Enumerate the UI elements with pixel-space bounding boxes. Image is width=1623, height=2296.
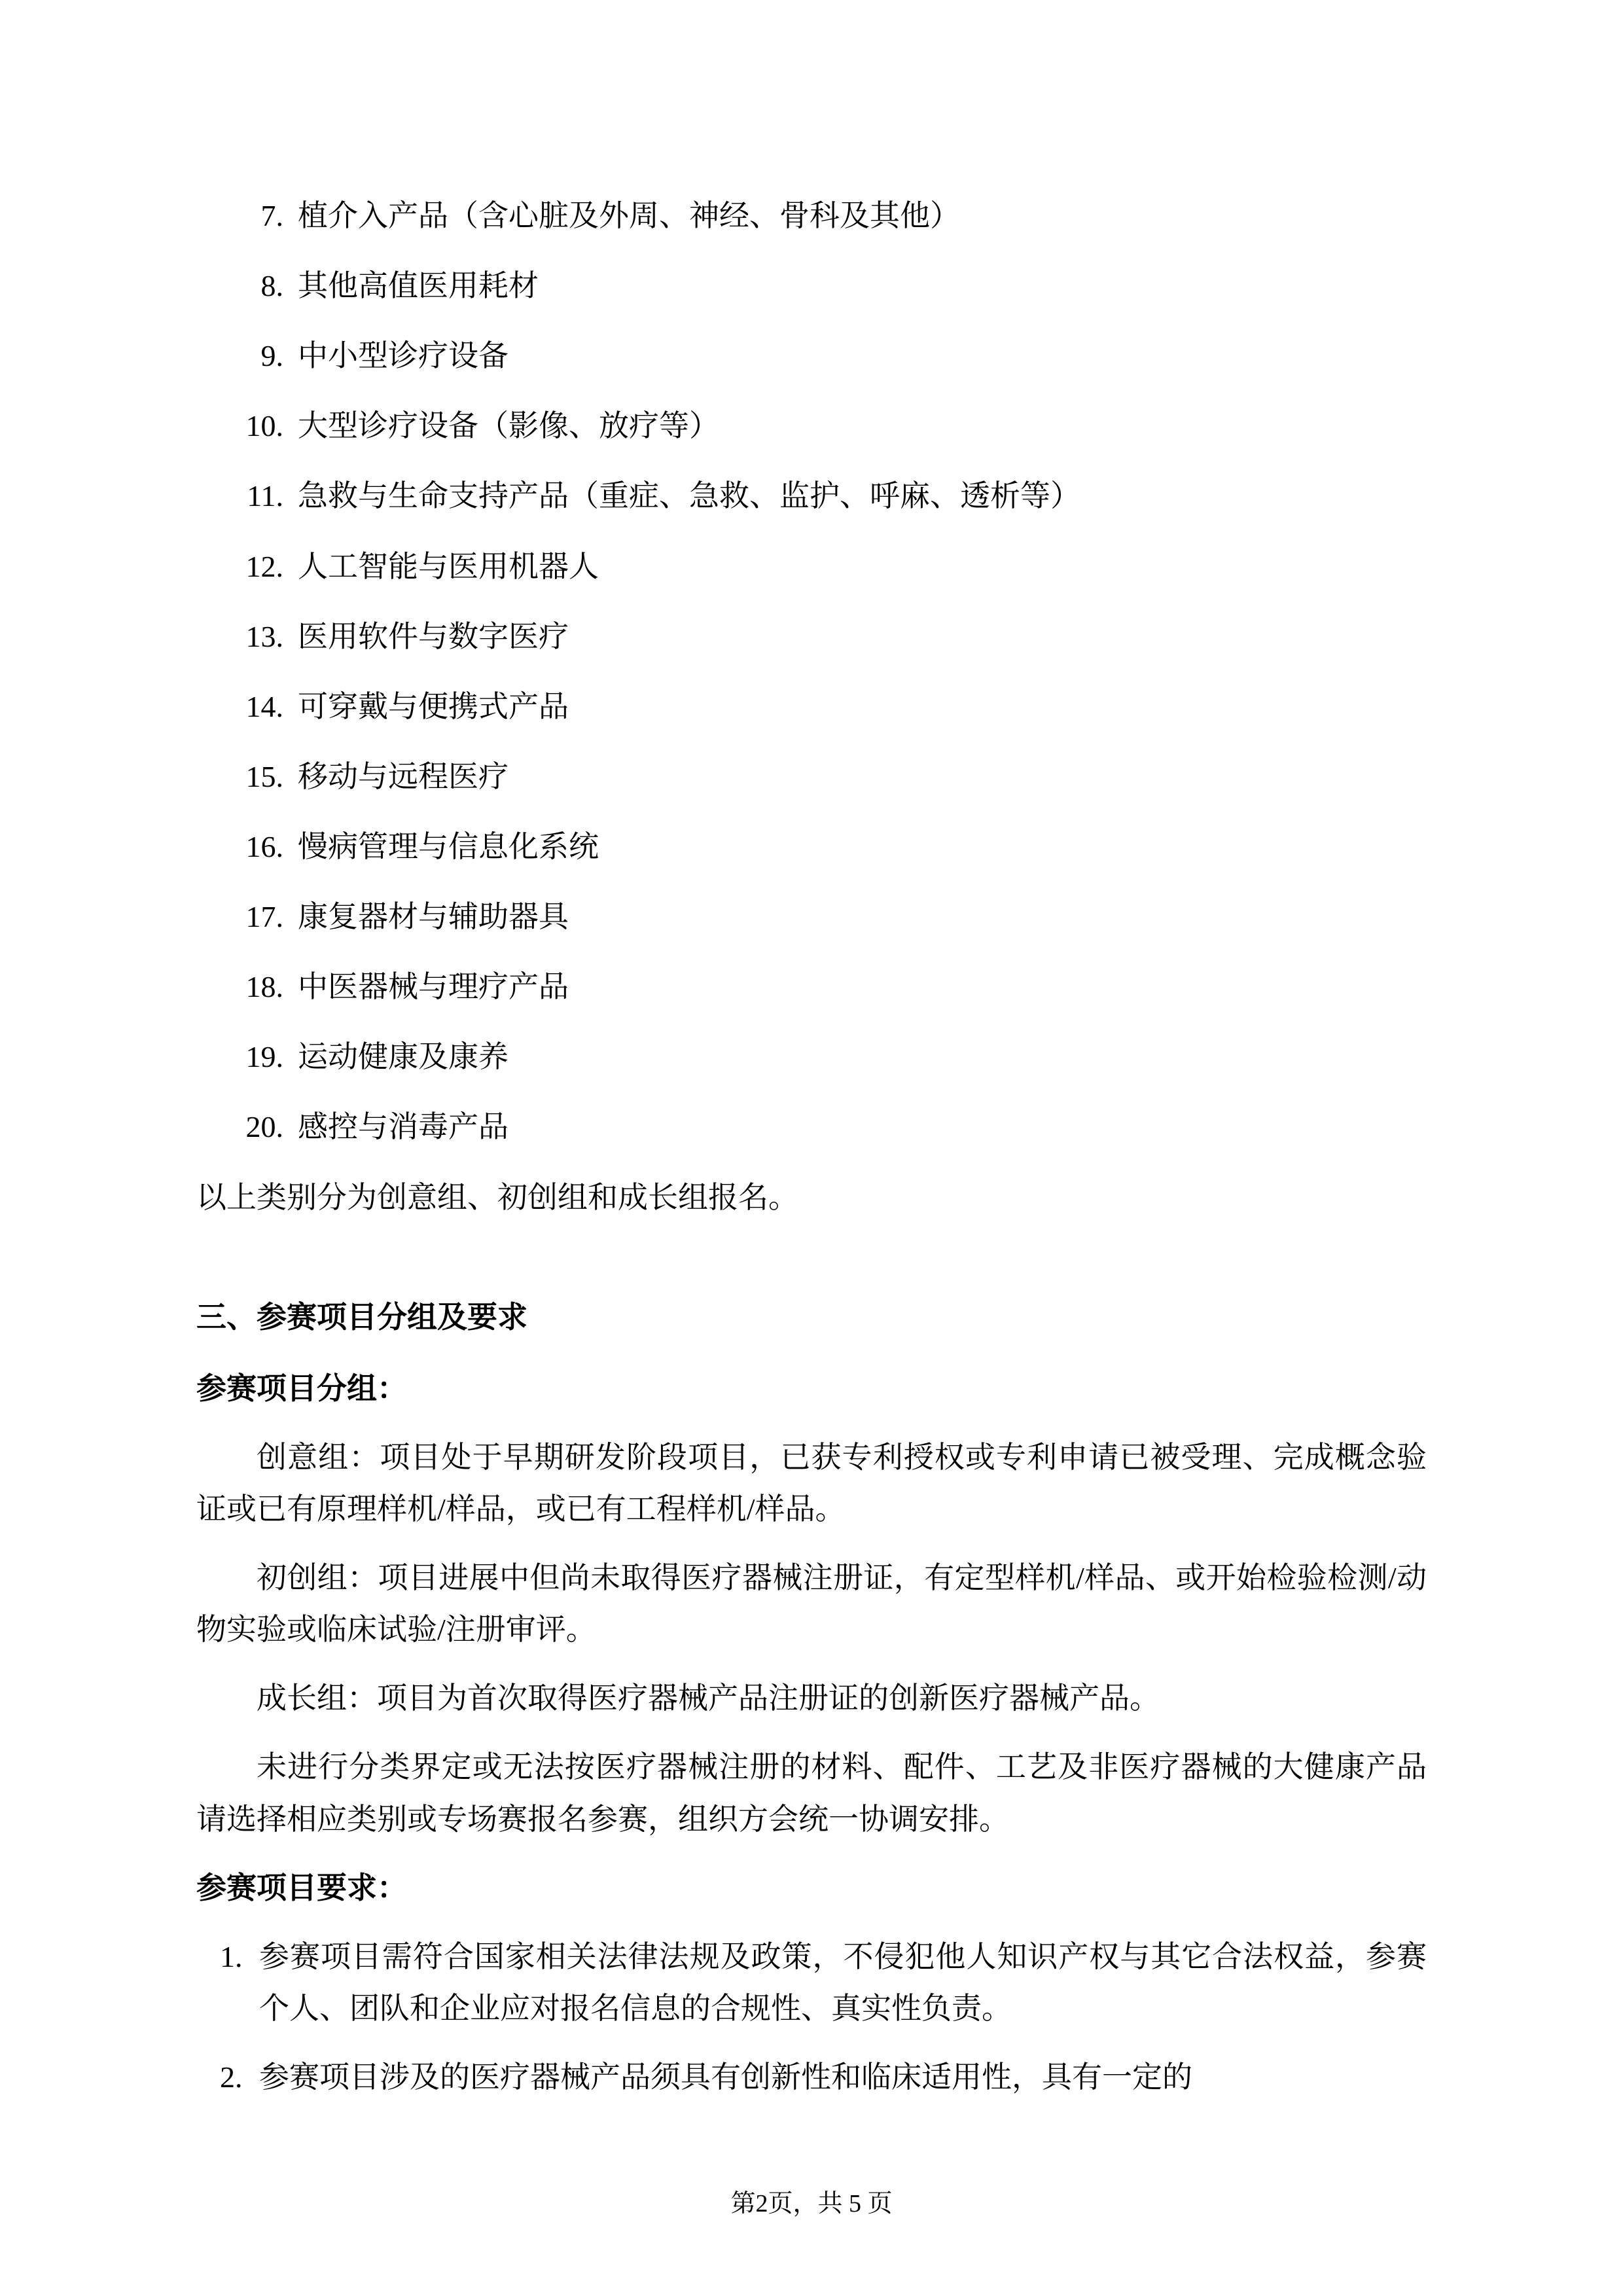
list-item-label: 运动健康及康养 [298, 1040, 508, 1074]
list-item-number: 15. [245, 759, 283, 793]
section-title: 三、参赛项目分组及要求 [196, 1300, 527, 1334]
list-item-number: 8. [260, 269, 283, 303]
list-item-number: 12. [245, 549, 283, 583]
list-item-label: 急救与生命支持产品（重症、急救、监护、呼麻、透析等） [298, 479, 1080, 513]
list-summary: 以上类别分为创意组、初创组和成长组报名。 [196, 1180, 798, 1214]
list-item-label: 慢病管理与信息化系统 [298, 829, 599, 863]
list-item-number: 11. [247, 479, 283, 513]
requirement-item [196, 2051, 1427, 2103]
list-item-label: 可穿戴与便携式产品 [298, 689, 569, 723]
list-item-number: 9. [260, 339, 283, 373]
list-item-number: 19. [245, 1040, 283, 1074]
list-item [196, 681, 1427, 732]
list-item-label: 大型诊疗设备（影像、放疗等） [298, 409, 719, 443]
group-paragraph-other: 未进行分类界定或无法按医疗器械注册的材料、配件、工艺及非医疗器械的大健康产品请选择相应类别或专场赛报名参赛，组织方会统一协调安排。 [196, 1750, 1427, 1836]
group-heading: 参赛项目分组： [196, 1371, 407, 1405]
list-item [196, 1101, 1427, 1153]
list-item-number: 16. [245, 829, 283, 863]
list-item-number: 10. [245, 409, 283, 443]
list-item-label: 感控与消毒产品 [298, 1110, 508, 1144]
list-item [196, 470, 1427, 522]
list-item-label: 中小型诊疗设备 [298, 339, 508, 373]
requirement-number: 1. [220, 1939, 243, 1973]
requirement-text: 参赛项目涉及的医疗器械产品须具有创新性和临床适用性，具有一定的 [259, 2060, 1192, 2094]
requirement-number: 2. [220, 2060, 243, 2094]
list-item [196, 961, 1427, 1013]
requirement-heading: 参赛项目要求： [196, 1871, 407, 1905]
list-item [196, 190, 1427, 242]
list-item-number: 17. [245, 900, 283, 934]
list-item-label: 医用软件与数字医疗 [298, 619, 569, 653]
list-item-label: 中医器械与理疗产品 [298, 970, 569, 1004]
list-item-label: 其他高值医用耗材 [298, 269, 539, 303]
list-item [196, 891, 1427, 942]
document-body [196, 190, 1427, 2103]
requirement-text: 参赛项目需符合国家相关法律法规及政策，不侵犯他人知识产权与其它合法权益，参赛个人、团队和企业应对报名信息的合规性、真实性负责。 [259, 1939, 1427, 2025]
list-item [196, 400, 1427, 452]
list-item-number: 13. [245, 619, 283, 653]
group-paragraph-creative: 创意组：项目处于早期研发阶段项目，已获专利授权或专利申请已被受理、完成概念验证或已有原理样机/样品，或已有工程样机/样品。 [196, 1440, 1427, 1526]
list-item [196, 541, 1427, 592]
list-item-number: 14. [245, 689, 283, 723]
list-item [196, 330, 1427, 382]
list-item [196, 611, 1427, 662]
list-item-label: 移动与远程医疗 [298, 759, 508, 793]
page-footer: 第2页，共 5 页 [730, 2190, 893, 2217]
group-paragraph-startup: 初创组：项目进展中但尚未取得医疗器械注册证，有定型样机/样品、或开始检验检测/动物实验或临床试验/注册审评。 [196, 1561, 1427, 1647]
section-spacer [196, 1240, 1427, 1291]
list-item [196, 751, 1427, 802]
list-item [196, 260, 1427, 312]
list-item-label: 康复器材与辅助器具 [298, 900, 569, 934]
list-item-label: 植介入产品（含心脏及外周、神经、骨科及其他） [298, 199, 960, 232]
list-item-number: 20. [245, 1110, 283, 1144]
list-item-number: 18. [245, 970, 283, 1004]
requirement-item [196, 1931, 1427, 2034]
list-item [196, 1031, 1427, 1083]
list-item-label: 人工智能与医用机器人 [298, 549, 599, 583]
list-item [196, 821, 1427, 872]
group-paragraph-growth: 成长组：项目为首次取得医疗器械产品注册证的创新医疗器械产品。 [257, 1681, 1160, 1715]
list-item-number: 7. [260, 199, 283, 232]
